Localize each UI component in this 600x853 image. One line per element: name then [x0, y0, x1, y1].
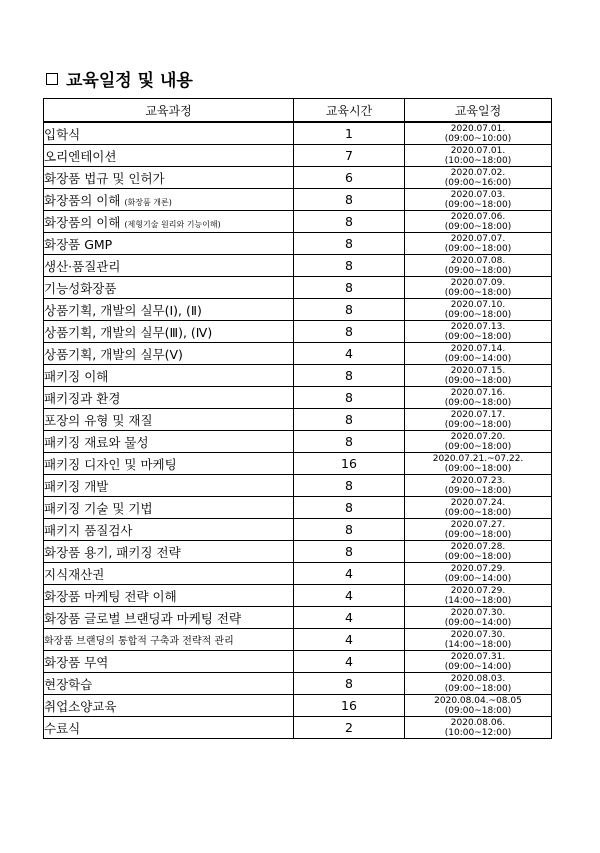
- schedule-date: 2020.07.13.: [450, 321, 506, 332]
- table-row: [44, 255, 552, 277]
- schedule-time: (09:00~18:00): [444, 551, 512, 562]
- table-row: [44, 167, 552, 189]
- table-row: [44, 233, 552, 255]
- schedule-cell: [405, 299, 552, 321]
- document-title: [46, 66, 193, 91]
- course-cell: [44, 211, 294, 233]
- table-row: [44, 541, 552, 563]
- schedule-date: 2020.07.17.: [450, 409, 506, 420]
- checkbox-square-icon: [46, 73, 58, 85]
- hours-cell: 4: [294, 651, 405, 673]
- course-cell: [44, 145, 294, 167]
- hours-cell: 8: [294, 321, 405, 343]
- hours-cell: 4: [294, 585, 405, 607]
- table-row: [44, 475, 552, 497]
- schedule-date: 2020.07.29.: [450, 563, 506, 574]
- course-name: 포장의 유형 및 재질: [44, 412, 153, 428]
- table-row: [44, 321, 552, 343]
- table-body: [44, 122, 552, 739]
- schedule-cell: [405, 431, 552, 453]
- course-cell: [44, 365, 294, 387]
- course-name: 패키징 개발: [44, 478, 109, 494]
- schedule-cell: [405, 519, 552, 541]
- schedule-time: (09:00~18:00): [444, 529, 512, 540]
- course-name: 입학식: [44, 126, 81, 142]
- hours-cell: 4: [294, 343, 405, 365]
- schedule-cell: [405, 673, 552, 695]
- course-cell: [44, 541, 294, 563]
- hours-cell: 8: [294, 255, 405, 277]
- course-cell: [44, 497, 294, 519]
- schedule-cell: [405, 233, 552, 255]
- schedule-date: 2020.07.24.: [450, 497, 506, 508]
- schedule-date: 2020.07.29.: [450, 585, 506, 596]
- table-row: [44, 365, 552, 387]
- schedule-date: 2020.07.30.: [450, 607, 506, 618]
- schedule-cell: [405, 629, 552, 651]
- course-name: 패키징 기술 및 기법: [44, 500, 153, 516]
- schedule-cell: [405, 563, 552, 585]
- hours-cell: 8: [294, 299, 405, 321]
- course-name: 패키징 디자인 및 마케팅: [44, 456, 177, 472]
- schedule-date: 2020.07.27.: [450, 519, 506, 530]
- schedule-time: (09:00~18:00): [444, 243, 512, 254]
- table-row: [44, 585, 552, 607]
- hours-cell: 8: [294, 431, 405, 453]
- hours-cell: 8: [294, 387, 405, 409]
- schedule-time: (10:00~12:00): [444, 727, 512, 738]
- hours-cell: 4: [294, 563, 405, 585]
- hours-cell: 8: [294, 277, 405, 299]
- course-cell: [44, 629, 294, 651]
- schedule-cell: [405, 607, 552, 629]
- schedule-cell: [405, 695, 552, 717]
- hours-cell: 2: [294, 717, 405, 739]
- table-row: [44, 629, 552, 651]
- course-name: 패키징 이해: [44, 368, 109, 384]
- schedule-date: 2020.07.31.: [450, 651, 506, 662]
- schedule-date: 2020.08.03.: [450, 673, 506, 684]
- course-name: 패키징 재료와 물성: [44, 434, 149, 450]
- hours-cell: 8: [294, 189, 405, 211]
- course-cell: [44, 189, 294, 211]
- schedule-cell: [405, 343, 552, 365]
- hours-cell: 4: [294, 629, 405, 651]
- hours-cell: 8: [294, 409, 405, 431]
- course-subtitle: (제형기술 원리와 기능이해): [124, 219, 221, 229]
- course-cell: [44, 519, 294, 541]
- course-cell: [44, 233, 294, 255]
- schedule-cell: [405, 453, 552, 475]
- document-title-text: 교육일정 및 내용: [66, 71, 193, 91]
- hours-cell: 8: [294, 365, 405, 387]
- course-cell: [44, 321, 294, 343]
- course-name: 상품기획, 개발의 실무(Ⅴ): [44, 346, 183, 362]
- schedule-time: (09:00~18:00): [444, 705, 512, 716]
- schedule-date: 2020.07.08.: [450, 255, 506, 266]
- schedule-date: 2020.07.06.: [450, 211, 506, 222]
- course-cell: [44, 255, 294, 277]
- schedule-date: 2020.07.30.: [450, 629, 506, 640]
- course-cell: [44, 277, 294, 299]
- table-row: [44, 299, 552, 321]
- table-header-row: [44, 99, 552, 123]
- schedule-cell: [405, 497, 552, 519]
- course-cell: [44, 607, 294, 629]
- hours-cell: 4: [294, 607, 405, 629]
- schedule-time: (09:00~10:00): [444, 133, 512, 144]
- course-name: 화장품 마케팅 전략 이해: [44, 588, 177, 604]
- table-row: [44, 519, 552, 541]
- hours-cell: 8: [294, 475, 405, 497]
- schedule-time: (09:00~18:00): [444, 441, 512, 452]
- course-name: 수료식: [44, 720, 81, 736]
- schedule-time: (09:00~18:00): [444, 375, 512, 386]
- schedule-date: 2020.07.02.: [450, 167, 506, 178]
- hours-cell: 1: [294, 122, 405, 145]
- schedule-time: (09:00~14:00): [444, 617, 512, 628]
- schedule-date: 2020.07.03.: [450, 189, 506, 200]
- table-row: [44, 431, 552, 453]
- table-row: [44, 651, 552, 673]
- table-row: [44, 211, 552, 233]
- hours-cell: 8: [294, 211, 405, 233]
- schedule-time: (09:00~16:00): [444, 177, 512, 188]
- course-name: 화장품 용기, 패키징 전략: [44, 544, 181, 560]
- course-name: 취업소양교육: [44, 698, 117, 714]
- table-row: [44, 343, 552, 365]
- course-cell: [44, 475, 294, 497]
- course-name: 현장학습: [44, 676, 93, 692]
- hours-cell: 7: [294, 145, 405, 167]
- course-name: 지식재산권: [44, 566, 105, 582]
- schedule-cell: [405, 409, 552, 431]
- table-row: [44, 122, 552, 145]
- table-row: [44, 695, 552, 717]
- table-row: [44, 453, 552, 475]
- schedule-time: (14:00~18:00): [444, 595, 512, 606]
- schedule-time: (09:00~18:00): [444, 331, 512, 342]
- course-name: 화장품 브랜딩의 통합적 구축과 전략적 관리: [44, 636, 234, 647]
- schedule-cell: [405, 167, 552, 189]
- course-name: 오리엔테이션: [44, 148, 117, 164]
- schedule-time: (09:00~18:00): [444, 683, 512, 694]
- schedule-cell: [405, 145, 552, 167]
- table-row: [44, 409, 552, 431]
- course-cell: [44, 651, 294, 673]
- hours-cell: 16: [294, 453, 405, 475]
- table-row: [44, 145, 552, 167]
- table-row: [44, 189, 552, 211]
- table-row: [44, 563, 552, 585]
- header-course: 교육과정: [44, 99, 294, 123]
- schedule-time: (09:00~18:00): [444, 309, 512, 320]
- schedule-time: (09:00~14:00): [444, 573, 512, 584]
- schedule-cell: [405, 651, 552, 673]
- schedule-date: 2020.07.01.: [450, 123, 506, 134]
- course-name: 패키징과 환경: [44, 390, 121, 406]
- schedule-date: 2020.07.01.: [450, 145, 506, 156]
- course-name: 화장품의 이해: [44, 214, 125, 230]
- schedule-cell: [405, 475, 552, 497]
- course-cell: [44, 673, 294, 695]
- header-hours: 교육시간: [294, 99, 405, 123]
- schedule-time: (09:00~18:00): [444, 463, 512, 474]
- schedule-date: 2020.07.21.~07.22.: [432, 453, 524, 464]
- course-cell: [44, 387, 294, 409]
- schedule-time: (14:00~18:00): [444, 639, 512, 650]
- hours-cell: 16: [294, 695, 405, 717]
- schedule-time: (09:00~18:00): [444, 397, 512, 408]
- schedule-cell: [405, 277, 552, 299]
- course-name: 화장품 글로벌 브랜딩과 마케팅 전략: [44, 610, 242, 626]
- schedule-time: (09:00~18:00): [444, 199, 512, 210]
- course-cell: [44, 122, 294, 145]
- table-row: [44, 673, 552, 695]
- course-cell: [44, 717, 294, 739]
- course-name: 상품기획, 개발의 실무(Ⅰ), (Ⅱ): [44, 302, 202, 318]
- hours-cell: 8: [294, 519, 405, 541]
- schedule-table: [43, 98, 552, 739]
- course-cell: [44, 299, 294, 321]
- schedule-time: (10:00~18:00): [444, 155, 512, 166]
- hours-cell: 8: [294, 497, 405, 519]
- schedule-time: (09:00~18:00): [444, 265, 512, 276]
- course-name: 패키지 품질검사: [44, 522, 133, 538]
- course-cell: [44, 585, 294, 607]
- course-cell: [44, 431, 294, 453]
- schedule-cell: [405, 365, 552, 387]
- schedule-date: 2020.07.28.: [450, 541, 506, 552]
- schedule-date: 2020.07.15.: [450, 365, 506, 376]
- course-name: 화장품 무역: [44, 654, 109, 670]
- hours-cell: 8: [294, 673, 405, 695]
- course-cell: [44, 343, 294, 365]
- schedule-cell: [405, 541, 552, 563]
- course-name: 화장품 법규 및 인허가: [44, 170, 165, 186]
- schedule-cell: [405, 255, 552, 277]
- course-cell: [44, 453, 294, 475]
- schedule-time: (09:00~18:00): [444, 485, 512, 496]
- course-name: 생산·품질관리: [44, 258, 121, 274]
- schedule-date: 2020.07.16.: [450, 387, 506, 398]
- schedule-date: 2020.07.07.: [450, 233, 506, 244]
- schedule-date: 2020.08.04.~08.05: [434, 695, 522, 706]
- hours-cell: 8: [294, 541, 405, 563]
- course-cell: [44, 409, 294, 431]
- schedule-cell: [405, 189, 552, 211]
- schedule-time: (09:00~14:00): [444, 353, 512, 364]
- table-row: [44, 497, 552, 519]
- schedule-cell: [405, 717, 552, 739]
- schedule-time: (09:00~18:00): [444, 287, 512, 298]
- schedule-date: 2020.07.14.: [450, 343, 506, 354]
- schedule-date: 2020.07.23.: [450, 475, 506, 486]
- header-schedule: 교육일정: [405, 99, 552, 123]
- schedule-cell: [405, 585, 552, 607]
- table-row: [44, 277, 552, 299]
- schedule-date: 2020.07.10.: [450, 299, 506, 310]
- course-name: 상품기획, 개발의 실무(Ⅲ), (Ⅳ): [44, 324, 213, 340]
- schedule-time: (09:00~18:00): [444, 419, 512, 430]
- course-cell: [44, 563, 294, 585]
- course-name: 화장품 GMP: [44, 236, 113, 252]
- schedule-cell: [405, 321, 552, 343]
- course-name: 기능성화장품: [44, 280, 117, 296]
- hours-cell: 6: [294, 167, 405, 189]
- schedule-time: (09:00~18:00): [444, 221, 512, 232]
- course-cell: [44, 167, 294, 189]
- schedule-date: 2020.07.09.: [450, 277, 506, 288]
- table-row: [44, 607, 552, 629]
- schedule-date: 2020.07.20.: [450, 431, 506, 442]
- course-cell: [44, 695, 294, 717]
- schedule-cell: [405, 211, 552, 233]
- hours-cell: 8: [294, 233, 405, 255]
- schedule-date: 2020.08.06.: [450, 717, 506, 728]
- schedule-time: (09:00~18:00): [444, 507, 512, 518]
- schedule-time: (09:00~14:00): [444, 661, 512, 672]
- schedule-cell: [405, 122, 552, 145]
- schedule-cell: [405, 387, 552, 409]
- course-subtitle: (화장품 개론): [124, 197, 172, 207]
- table-row: [44, 717, 552, 739]
- table-row: [44, 387, 552, 409]
- course-name: 화장품의 이해: [44, 192, 125, 208]
